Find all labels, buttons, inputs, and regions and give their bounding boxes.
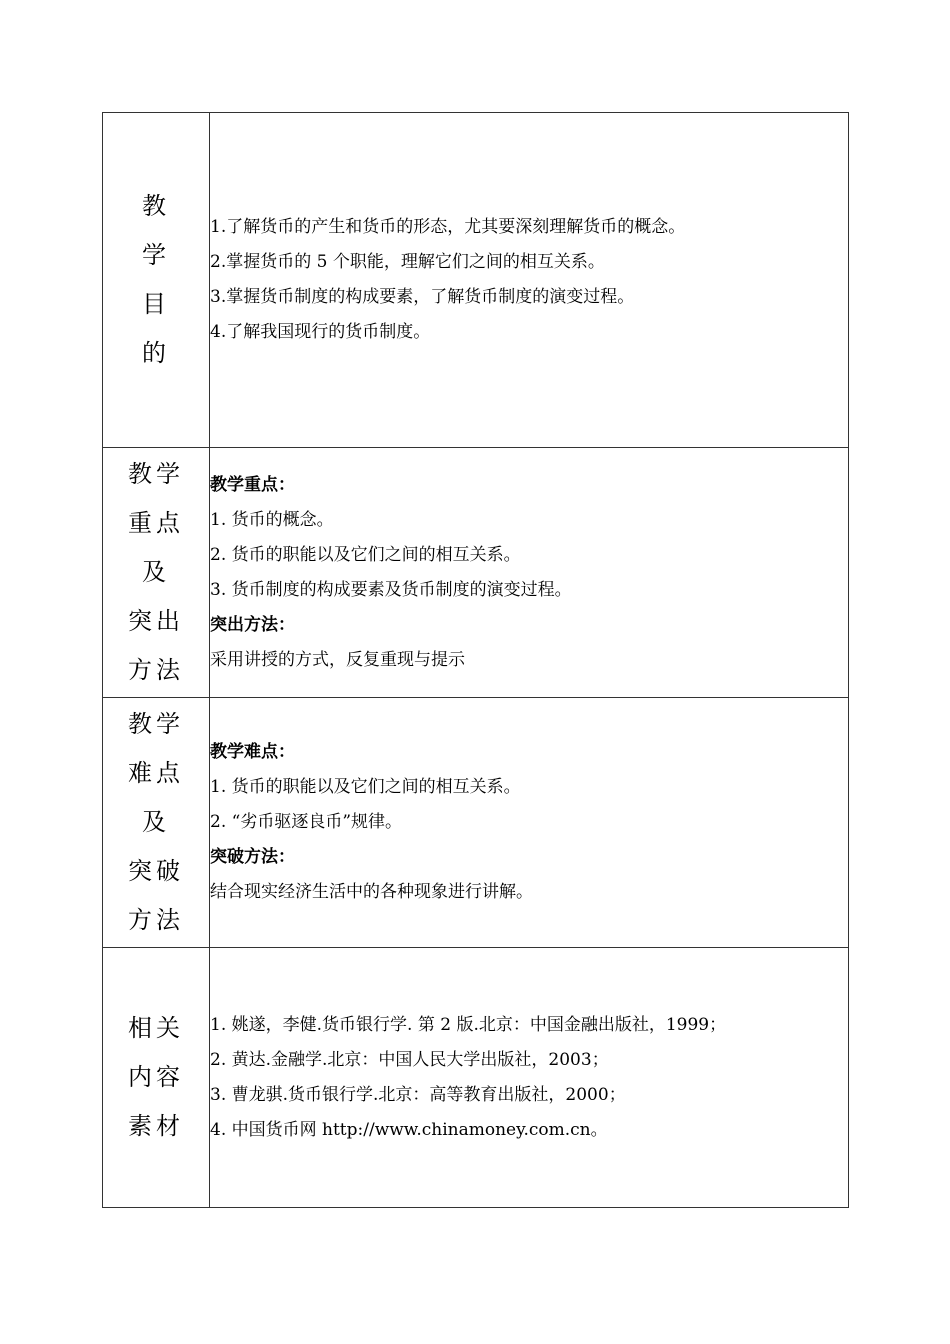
row-label-line: 方法 bbox=[128, 656, 184, 684]
row-label-line: 难点 bbox=[128, 759, 184, 787]
content-line: 3.掌握货币制度的构成要素，了解货币制度的演变过程。 bbox=[210, 287, 635, 307]
row-label bbox=[128, 450, 184, 695]
row-label-line: 方法 bbox=[128, 906, 184, 934]
row-label-line: 及 bbox=[142, 558, 170, 586]
section-heading: 突破方法： bbox=[210, 847, 295, 867]
row-label-line: 素材 bbox=[128, 1112, 184, 1140]
section-heading: 突出方法： bbox=[210, 614, 295, 635]
row-label bbox=[128, 1004, 184, 1151]
reference-item: 1. 姚遂，李健.货币银行学. 第 2 版.北京：中国金融出版社，1999； bbox=[210, 1014, 727, 1035]
row-label-line: 目 bbox=[142, 290, 170, 318]
reference-item: 2. 黄达.金融学.北京：中国人民大学出版社，2003； bbox=[210, 1049, 609, 1070]
row-label-cell bbox=[103, 698, 210, 948]
content-line: 1. 货币的概念。 bbox=[210, 509, 334, 530]
row-label-cell bbox=[103, 113, 210, 448]
content-line: 1. 货币的职能以及它们之间的相互关系。 bbox=[210, 777, 521, 797]
row-label bbox=[128, 700, 184, 945]
table-row-key-points bbox=[103, 448, 849, 698]
row-label-line: 重点 bbox=[128, 509, 184, 537]
row-label-line: 教学 bbox=[128, 460, 184, 488]
section-heading: 教学难点： bbox=[210, 742, 295, 762]
content-line: 2. “劣币驱逐良币”规律。 bbox=[210, 812, 403, 832]
content-line: 结合现实经济生活中的各种现象进行讲解。 bbox=[210, 882, 533, 902]
content-line: 4.了解我国现行的货币制度。 bbox=[210, 322, 431, 342]
row-label-line: 突破 bbox=[128, 857, 184, 885]
row-label-line: 及 bbox=[142, 808, 170, 836]
row-label-line: 学 bbox=[142, 241, 170, 269]
row-label-cell bbox=[103, 948, 210, 1208]
row-label-line: 的 bbox=[142, 339, 170, 367]
content-line: 2. 货币的职能以及它们之间的相互关系。 bbox=[210, 544, 521, 565]
table-row-difficulties bbox=[103, 698, 849, 948]
row-label-line: 教学 bbox=[128, 710, 184, 738]
row-label bbox=[142, 182, 170, 378]
row-content-cell bbox=[210, 448, 849, 698]
row-label-line: 教 bbox=[142, 192, 170, 220]
section-heading: 教学重点： bbox=[210, 474, 295, 495]
content-line: 采用讲授的方式，反复重现与提示 bbox=[210, 649, 465, 670]
row-label-line: 内容 bbox=[128, 1063, 184, 1091]
reference-item: 4. 中国货币网 http://www.chinamoney.com.cn。 bbox=[210, 1119, 608, 1140]
row-label-line: 突出 bbox=[128, 607, 184, 635]
row-label-line: 相关 bbox=[128, 1014, 184, 1042]
row-label-cell bbox=[103, 448, 210, 698]
content-line: 3. 货币制度的构成要素及货币制度的演变过程。 bbox=[210, 579, 572, 600]
row-content-cell bbox=[210, 698, 849, 948]
reference-item: 3. 曹龙骐.货币银行学.北京：高等教育出版社，2000； bbox=[210, 1084, 626, 1105]
table-row-related-materials bbox=[103, 948, 849, 1208]
row-content-cell bbox=[210, 948, 849, 1208]
content-line: 2.掌握货币的 5 个职能，理解它们之间的相互关系。 bbox=[210, 252, 605, 272]
row-content-cell bbox=[210, 113, 849, 448]
content-line: 1.了解货币的产生和货币的形态，尤其要深刻理解货币的概念。 bbox=[210, 217, 686, 237]
table-row-teaching-objectives bbox=[103, 113, 849, 448]
teaching-plan-table bbox=[102, 112, 849, 1208]
